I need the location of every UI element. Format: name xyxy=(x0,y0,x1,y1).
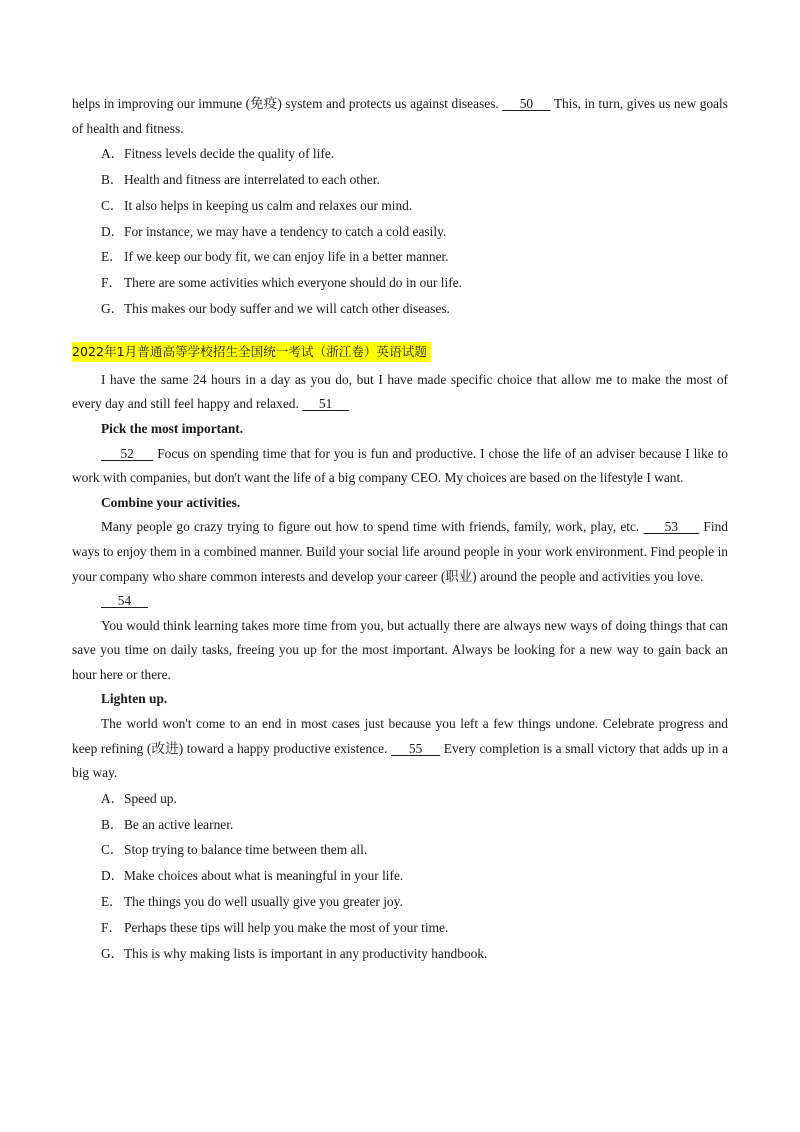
source-title: 2022年1月普通高等学校招生全国统一考试（浙江卷）英语试题 xyxy=(72,342,431,362)
option-b: B．Be an active learner. xyxy=(101,816,234,832)
option-d: D．Make choices about what is meaningful in your life. xyxy=(101,868,404,884)
heading-lighten-up: Lighten up. xyxy=(101,691,168,707)
option-b: B．Health and fitness are interrelated to each other. xyxy=(101,171,380,187)
passage2-paragraph-2: 52 Focus on spending time that for you is fun and productive. I chose the life of an adviser because I like to work with companies, but don't want the life of a big company CEO. My choices are based on the lifestyle I want. xyxy=(72,445,728,486)
blank-53: 53 xyxy=(664,519,679,535)
option-e: E．The things you do well usually give you greater joy. xyxy=(101,894,403,910)
passage2-paragraph-5: The world won't come to an end in most cases just because you left a few things undone. Celebrate progress and keep refining (改进) toward a happy productive existence. 55 Every completion is a small victory that adds up in a big way. xyxy=(72,716,728,781)
option-a: A．Fitness levels decide the quality of life. xyxy=(101,146,335,162)
blank-52: 52 xyxy=(120,445,134,461)
passage2-paragraph-1: I have the same 24 hours in a day as you do, but I have made specific choice that allow me to make the most of every day and still feel happy and relaxed. 51 xyxy=(72,371,728,412)
option-g: G．This makes our body suffer and we will catch other diseases. xyxy=(101,300,450,316)
passage2-paragraph-3: Many people go crazy trying to figure out how to spend time with friends, family, work, play, etc. 53 Find ways to enjoy them in a combined manner. Build your social life around people in your work environment. Find people in your company who share common interests and develop your career (职业) around the people and activities you love. xyxy=(72,519,728,584)
blank-51: 51 xyxy=(318,396,333,412)
passage1-paragraph xyxy=(72,92,728,141)
blank-54: 54 xyxy=(117,593,132,609)
heading-pick-most-important: Pick the most important. xyxy=(101,420,244,436)
heading-combine-activities: Combine your activities. xyxy=(101,494,241,510)
blank-50: 50 xyxy=(519,96,534,111)
option-a: A．Speed up. xyxy=(101,790,177,806)
option-c: C．It also helps in keeping us calm and relaxes our mind. xyxy=(101,197,413,213)
passage1-intro-text: helps in improving our immune (免疫) system and protects us against diseases. xyxy=(72,96,499,111)
option-c: C．Stop trying to balance time between them all. xyxy=(101,842,368,858)
passage2-paragraph-4: You would think learning takes more time from you, but actually there are always new ways of doing things that can save you time on daily tasks, freeing you up for the most important. Always be looking for a new way to gain back an hour here or there. xyxy=(72,617,728,682)
blank-55: 55 xyxy=(408,740,423,756)
passage2-options xyxy=(72,786,728,967)
blank-54-line xyxy=(101,589,728,614)
option-e: E．If we keep our body fit, we can enjoy life in a better manner. xyxy=(101,249,449,265)
passage1-after-text: This, in turn, gives us new goals of health and fitness. xyxy=(72,96,728,136)
option-f: F． There are some activities which everyone should do in our life. xyxy=(101,275,463,291)
passage1-options xyxy=(72,141,728,322)
option-g: G．This is why making lists is important in any productivity handbook. xyxy=(101,945,488,961)
option-f: F． Perhaps these tips will help you make the most of your time. xyxy=(101,919,449,935)
option-d: D．For instance, we may have a tendency to catch a cold easily. xyxy=(101,223,447,239)
document-page xyxy=(72,92,728,966)
